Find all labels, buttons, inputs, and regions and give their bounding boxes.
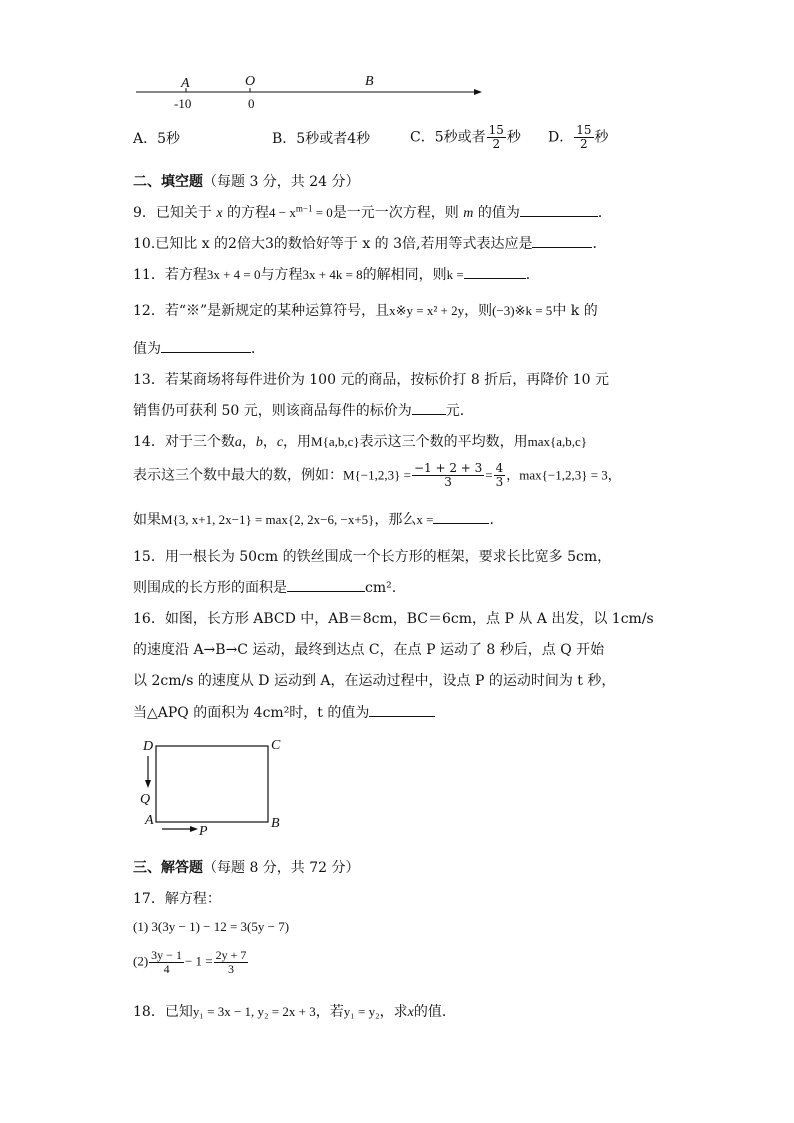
q18-var-x: x <box>407 1005 414 1020</box>
q14-example2: ，max{−1,2,3} = 3， <box>506 467 621 483</box>
q12-answer-blank[interactable] <box>161 338 251 353</box>
question-15-line1: 15．用一根长为 50cm 的铁丝围成一个长方形的框架，要求长比宽多 5cm， <box>133 549 612 565</box>
rectangle-abcd <box>156 746 268 822</box>
question-16-line2: 的速度沿 A→B→C 运动，最终到达点 C，在点 P 运动了 8 秒后，点 Q 开始 <box>133 642 605 658</box>
q11-pre: 11．若方程 <box>133 267 207 283</box>
q17-p2-num2: 2y + 7 <box>215 948 247 962</box>
q18-pre: 18．已知 <box>133 1004 193 1020</box>
q17-p2-fraction-1 <box>149 949 184 976</box>
tick-label-o: 0 <box>248 96 255 111</box>
q14-ex1-den: 3 <box>444 475 452 489</box>
q14-var-a: a <box>234 435 242 450</box>
q17-p2-num1: 3y − 1 <box>151 948 182 962</box>
section-3-title: 三、解答题 <box>133 860 203 876</box>
q8-option-c[interactable] <box>410 124 521 151</box>
q14-answer-blank[interactable] <box>433 509 489 524</box>
q9-var-x: x <box>216 206 223 221</box>
q8-d-fraction <box>574 124 593 151</box>
q8-c-num: 15 <box>488 123 504 137</box>
question-18 <box>133 1001 456 1021</box>
q14-ex1-rnum: 4 <box>495 461 504 475</box>
q14-line3-pre: 如果 <box>133 512 161 528</box>
q14-ex1-num: −1 + 2 + 3 <box>413 461 483 475</box>
q8-c-den: 2 <box>492 137 501 151</box>
q12-equation: (−3)※k = 5 <box>492 303 553 318</box>
q15-line2-post: cm². <box>365 580 397 596</box>
q8-option-d[interactable] <box>548 124 609 151</box>
q17-p2-den1: 4 <box>163 962 170 976</box>
q12-definition: x※y = x² + 2y <box>389 303 465 318</box>
q9-post2: 的值为 <box>473 205 520 221</box>
q15-line2-pre: 则围成的长方形的面积是 <box>133 580 287 596</box>
q11-mid: 与方程 <box>260 267 303 283</box>
point-label-a: A <box>181 76 190 91</box>
q18-post: ，求 <box>379 1004 408 1020</box>
section-2-heading <box>133 171 360 191</box>
q12-mid: ，则 <box>464 303 493 319</box>
point-label-b: B <box>365 74 374 89</box>
question-16-line3: 以 2cm/s 的速度从 D 运动到 A，在运动过程中，设点 P 的运动时间为 t 秒， <box>133 673 616 689</box>
q14-example1-fraction <box>412 462 484 489</box>
q14-max-notation: max{a,b,c} <box>527 434 588 449</box>
q14-line1-pre: 14．对于三个数 <box>133 434 235 450</box>
q12-line2: 值为 <box>133 341 161 357</box>
q10-text: 10.已知比 x 的2倍大3的数恰好等于 x 的 3倍,若用等式表达应是 <box>133 236 533 252</box>
q11-equation-1: 3x + 4 = 0 <box>206 267 261 282</box>
q14-end: ． <box>489 512 504 528</box>
question-13-line1: 13．若某商场将每件进价为 100 元的商品，按标价打 8 折后，再降价 10 元 <box>133 372 609 388</box>
question-14-line2 <box>133 462 621 489</box>
q9-eq-exp: m−1 <box>295 203 313 214</box>
vertex-label-a: A <box>145 813 154 828</box>
vertex-label-d: D <box>143 739 154 754</box>
question-16-line4 <box>133 702 435 722</box>
q8-d-suffix: 秒 <box>594 129 609 146</box>
q17-p2-label: (2) <box>133 953 149 969</box>
q11-equation-2: 3x + 4k = 8 <box>302 267 363 282</box>
q9-mid: 的方程 <box>222 205 270 221</box>
section-2-note: （每题 3 分，共 24 分） <box>203 174 360 190</box>
q13-line2-pre: 销售仍可获利 50 元，则该商品每件的标价为 <box>133 403 412 419</box>
q14-line1-mid: ，用 <box>283 434 312 450</box>
q14-condition: M{3, x+1, 2x−1} = max{2, 2x−6, −x+5} <box>161 512 375 527</box>
q8-c-fraction <box>487 124 506 151</box>
q14-var-c: c <box>276 435 284 450</box>
q9-equation <box>269 205 333 220</box>
question-11 <box>133 264 540 284</box>
q16-answer-blank[interactable] <box>369 702 435 717</box>
q8-option-b[interactable]: B．5秒或者4秒 <box>272 131 371 147</box>
q8-d-num: 15 <box>576 123 592 137</box>
question-17-title: 17．解方程： <box>133 891 221 907</box>
q9-post: 是一元一次方程，则 <box>332 205 464 221</box>
q10-answer-blank[interactable] <box>532 233 592 248</box>
q15-answer-blank[interactable] <box>287 577 365 592</box>
q13-line2-post: 元. <box>445 403 465 419</box>
q12-end: ． <box>251 341 265 357</box>
question-12 <box>133 300 598 320</box>
q13-answer-blank[interactable] <box>412 400 446 415</box>
q14-m-notation: M{a,b,c} <box>311 434 360 449</box>
q9-pre: 9．已知关于 <box>133 205 217 221</box>
q11-answer-blank[interactable] <box>464 264 526 279</box>
q14-example1-lhs: M{−1,2,3} = <box>343 467 411 483</box>
point-label-o: O <box>245 74 256 89</box>
q8-c-suffix: 秒 <box>506 129 521 146</box>
number-line-arrow <box>474 89 482 95</box>
q9-end: ． <box>597 205 612 221</box>
vertex-label-b: B <box>271 816 280 831</box>
section-3-heading <box>133 857 360 877</box>
q14-var-b: b <box>255 435 263 450</box>
q17-p2-mid: − 1 = <box>184 953 213 969</box>
q9-eq-rhs: = 0 <box>312 205 333 220</box>
q9-var-m: m <box>463 206 474 221</box>
point-label-q: Q <box>140 792 151 807</box>
p-arrowhead <box>190 826 198 832</box>
q14-x-eq: x = <box>416 512 434 527</box>
question-14-line1: 14．对于三个数a，b，c，用M{a,b,c}表示这三个数的平均数，用max{a,b,c} <box>133 434 588 450</box>
q14-line2-pre: 表示这三个数中最大的数，例如： <box>133 467 343 484</box>
q-arrowhead <box>145 780 151 788</box>
q8-d-den: 2 <box>580 137 588 151</box>
q18-mid: ，若 <box>315 1004 344 1020</box>
question-17-part2 <box>133 949 249 976</box>
q12-pre: 12．若“※”是新规定的某种运算符号，且 <box>133 303 390 319</box>
q18-end: 的值． <box>413 1004 456 1020</box>
q9-answer-blank[interactable] <box>520 202 598 217</box>
question-17-part1: (1) 3(3y − 1) − 12 = 3(5y − 7) <box>133 919 290 934</box>
q17-p2-den2: 3 <box>228 962 235 976</box>
q11-post: 的解相同，则 <box>362 267 447 283</box>
q14-ex1-eq: = <box>485 467 493 483</box>
question-9 <box>133 202 612 222</box>
question-10 <box>133 233 606 253</box>
point-label-p: P <box>199 824 208 839</box>
question-14-line3 <box>133 509 503 529</box>
question-16-line1: 16．如图，长方形 ABCD 中，AB＝8cm，BC＝6cm，点 P 从 A 出发，以 1cm/s <box>133 611 654 627</box>
q10-end: ． <box>592 236 607 252</box>
tick-label-a: -10 <box>174 96 192 111</box>
q11-k-eq: k = <box>446 267 464 282</box>
q16-line4-pre: 当△APQ 的面积为 4cm²时，t 的值为 <box>133 705 370 721</box>
q12-post: 中 k 的 <box>552 303 598 319</box>
question-12-line2 <box>133 338 265 358</box>
q8-d-prefix: D． <box>548 129 574 146</box>
section-3-note: （每题 8 分，共 72 分） <box>203 860 360 876</box>
section-2-title: 二、填空题 <box>133 174 203 190</box>
q9-eq-base: 4 − x <box>269 205 296 220</box>
q14-line3-mid: ，那么 <box>374 512 417 528</box>
q8-option-a[interactable]: A．5秒 <box>133 131 181 147</box>
q14-ex1-rden: 3 <box>495 475 504 489</box>
question-15-line2 <box>133 577 396 597</box>
vertex-label-c: C <box>271 738 281 753</box>
q14-example1-result <box>494 462 506 489</box>
q17-p2-fraction-2 <box>214 949 249 976</box>
q18-equations: y₁ = 3x − 1, y₂ = 2x + 3 <box>192 1004 316 1019</box>
q8-c-prefix: C．5秒或者 <box>410 129 486 146</box>
q11-end: ． <box>525 267 540 283</box>
question-13-line2 <box>133 400 464 420</box>
q18-condition: y₁ = y₂ <box>343 1004 380 1019</box>
q14-line1-mid2: 表示这三个数的平均数，用 <box>359 434 528 450</box>
